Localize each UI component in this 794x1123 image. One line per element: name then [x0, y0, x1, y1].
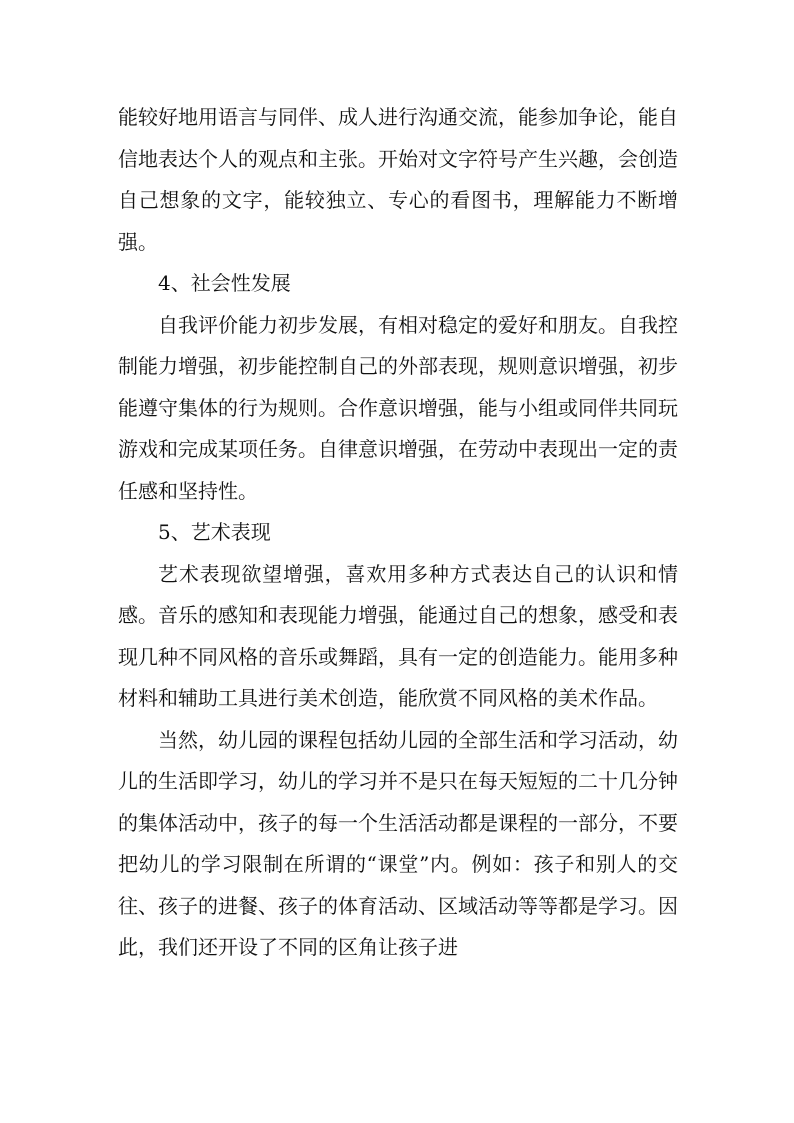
paragraph-curriculum: 当然，幼儿园的课程包括幼儿园的全部生活和学习活动，幼儿的生活即学习，幼儿的学习并不是只在每天短短的二十几分钟的集体活动中，孩子的每一个生活活动都是课程的一部分，不要把幼儿的学习限制在所谓的“课堂”内。例如：孩子和别人的交往、孩子的进餐、孩子的体育活动、区域活动等等都是学习。因此，我们还开设了不同的区角让孩子进	[118, 727, 678, 959]
paragraph-language-continuation: 能较好地用语言与同伴、成人进行沟通交流，能参加争论，能自信地表达个人的观点和主张。开始对文字符号产生兴趣，会创造自己想象的文字，能较独立、专心的看图书，理解能力不断增强。	[118, 105, 678, 254]
document-body	[118, 97, 678, 969]
paragraph-social-development: 自我评价能力初步发展，有相对稳定的爱好和朋友。自我控制能力增强，初步能控制自己的外部表现，规则意识增强，初步能遵守集体的行为规则。合作意识增强，能与小组或同伴共同玩游戏和完成某项任务。自律意识增强，在劳动中表现出一定的责任感和坚持性。	[118, 312, 678, 503]
heading-art-expression: 5、艺术表现	[158, 520, 271, 544]
heading-social-development: 4、社会性发展	[158, 271, 291, 295]
paragraph-art-expression: 艺术表现欲望增强，喜欢用多种方式表达自己的认识和情感。音乐的感知和表现能力增强，能通过自己的想象，感受和表现几种不同风格的音乐或舞蹈，具有一定的创造能力。能用多种材料和辅助工具进行美术创造，能欣赏不同风格的美术作品。	[118, 561, 678, 710]
